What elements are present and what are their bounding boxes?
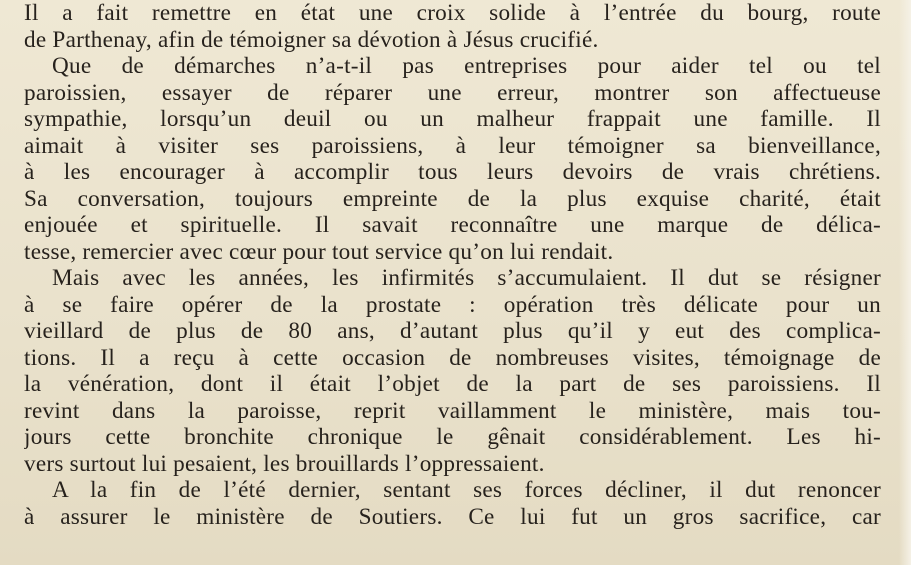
text-line: à assurer le ministère de Soutiers. Ce lui fut un gros sacrifice, car bbox=[24, 503, 881, 530]
text-line: tions. Il a reçu à cette occasion de nombreuses visites, témoignage de bbox=[24, 344, 881, 371]
text-line: Sa conversation, toujours empreinte de la plus exquise charité, était bbox=[24, 185, 881, 212]
text-line: A la fin de l’été dernier, sentant ses forces décliner, il dut renoncer bbox=[52, 477, 881, 503]
text-line: revint dans la paroisse, reprit vaillamment le ministère, mais tou- bbox=[24, 397, 881, 424]
text-line: à les encourager à accomplir tous leurs devoirs de vrais chrétiens. bbox=[24, 159, 881, 185]
text-line: aimait à visiter ses paroissiens, à leur témoigner sa bienveillance, bbox=[24, 132, 881, 159]
text-line: jours cette bronchite chronique le gênait considérablement. Les hi- bbox=[24, 424, 881, 450]
text-line: Mais avec les années, les infirmités s’accumulaient. Il dut se résigner bbox=[52, 265, 881, 291]
text-line: la vénération, dont il était l’objet de la part de ses paroissiens. Il bbox=[24, 371, 881, 397]
text-line: à se faire opérer de la prostate : opération très délicate pour un bbox=[24, 291, 881, 318]
text-line: de Parthenay, afin de témoigner sa dévotion à Jésus crucifié. bbox=[24, 26, 599, 53]
text-line: tesse, remercier avec cœur pour tout service qu’on lui rendait. bbox=[24, 238, 614, 265]
text-line: paroissien, essayer de réparer une erreur, montrer son affectueuse bbox=[24, 79, 881, 106]
text-line: vieillard de plus de 80 ans, d’autant plus qu’il y eut des complica- bbox=[24, 318, 881, 344]
text-line: Il a fait remettre en état une croix solide à l’entrée du bourg, route bbox=[24, 0, 881, 26]
text-line: Que de démarches n’a-t-il pas entreprises pour aider tel ou tel bbox=[52, 53, 881, 79]
text-line: vers surtout lui pesaient, les brouillards l’oppressaient. bbox=[24, 450, 545, 477]
text-line: sympathie, lorsqu’un deuil ou un malheur frappait une famille. Il bbox=[24, 106, 881, 132]
text-line: enjouée et spirituelle. Il savait reconnaître une marque de délica- bbox=[24, 212, 881, 238]
body-text bbox=[24, 0, 881, 530]
page-edge bbox=[899, 0, 911, 565]
